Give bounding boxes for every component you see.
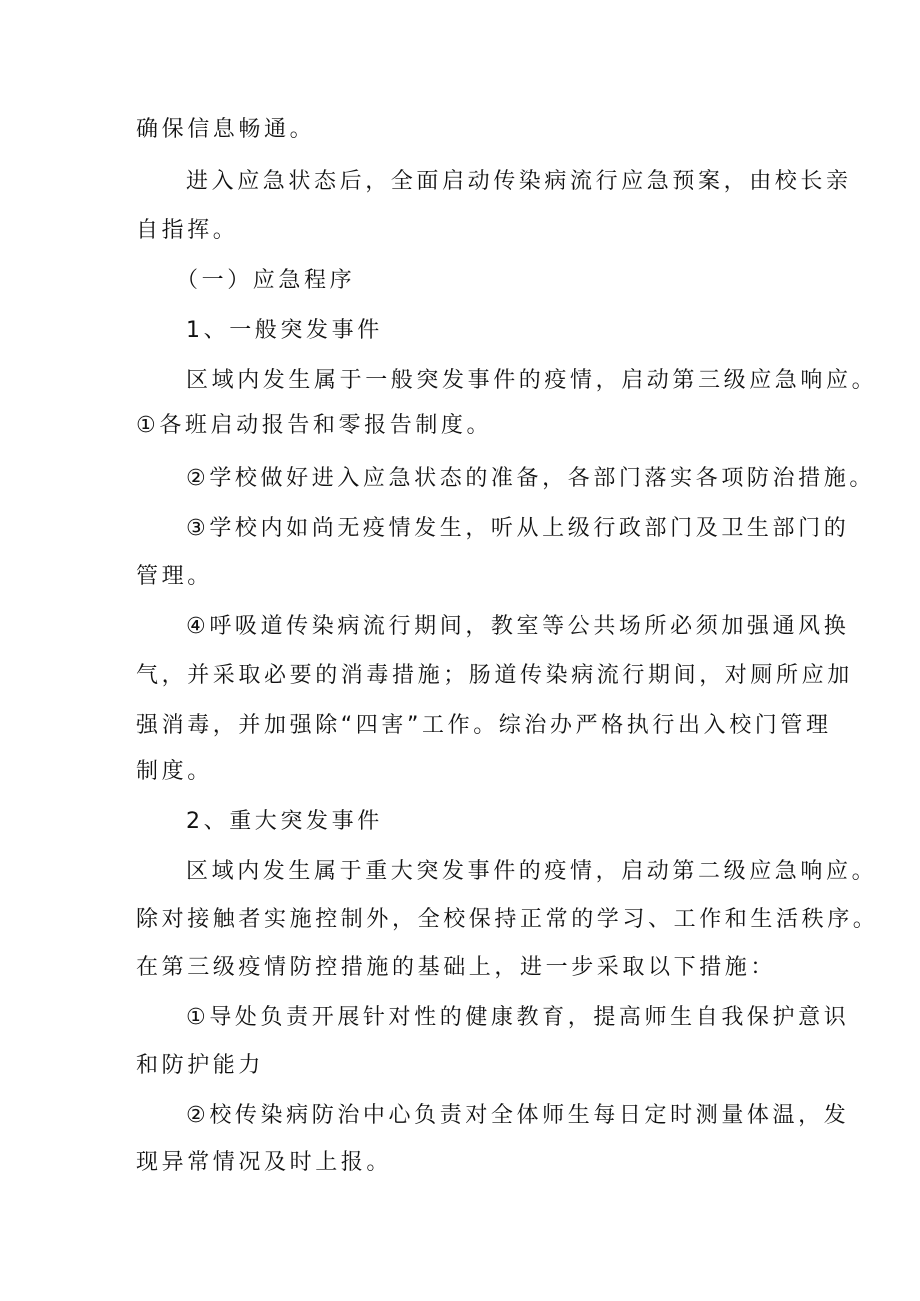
text-line: 现异常情况及时上报。: [136, 1150, 393, 1175]
text-line: 气，并采取必要的消毒措施；肠道传染病流行期间，对厕所应加: [136, 663, 853, 688]
text-line: 区域内发生属于重大突发事件的疫情，启动第二级应急响应。: [186, 859, 878, 884]
text-line: 在第三级疫情防控措施的基础上，进一步采取以下措施：: [136, 955, 777, 980]
subsection-heading: 1、一般突发事件: [186, 318, 383, 343]
list-item: ④呼吸道传染病流行期间，教室等公共场所必须加强通风换: [186, 614, 850, 639]
list-item: ①各班启动报告和零报告制度。: [136, 413, 493, 438]
list-item: ③学校内如尚无疫情发生，听从上级行政部门及卫生部门的: [186, 516, 850, 541]
text-line: 进入应急状态后，全面启动传染病流行应急预案，由校长亲: [186, 169, 852, 194]
text-line: 管理。: [136, 564, 213, 589]
text-line: 除对接触者实施控制外，全校保持正常的学习、工作和生活秩序。: [136, 907, 879, 932]
text-line: 确保信息畅通。: [136, 117, 316, 142]
subsection-heading: 2、重大突发事件: [186, 809, 383, 834]
text-line: 和防护能力: [136, 1053, 265, 1078]
list-item: ①导处负责开展针对性的健康教育，提高师生自我保护意识: [186, 1005, 850, 1030]
text-line: 自指挥。: [136, 218, 239, 243]
list-item: ②学校做好进入应急状态的准备，各部门落实各项防治措施。: [186, 466, 875, 491]
text-line: 区域内发生属于一般突发事件的疫情，启动第三级应急响应。: [186, 368, 878, 393]
text-line: 制度。: [136, 759, 213, 784]
list-item: ②校传染病防治中心负责对全体师生每日定时测量体温，发: [186, 1103, 850, 1128]
section-heading: （一）应急程序: [176, 268, 356, 293]
text-line: 强消毒，并加强除“四害”工作。综治办严格执行出入校门管理: [136, 713, 832, 738]
